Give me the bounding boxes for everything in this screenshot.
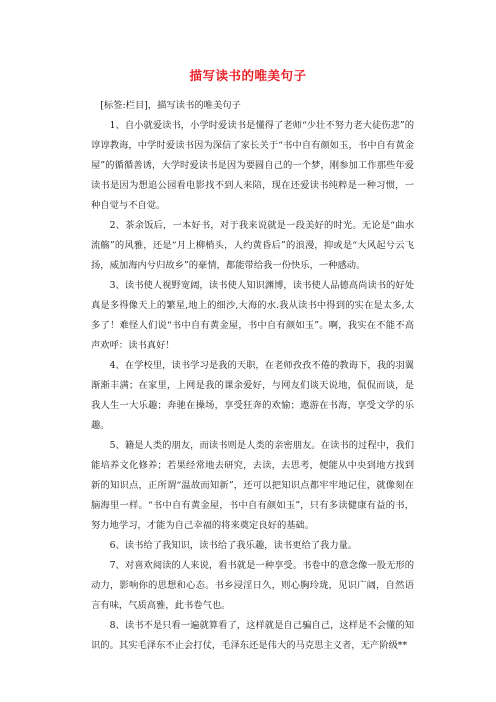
- document-title: 描写读书的唯美句子: [189, 68, 307, 83]
- paragraph-8: 8、读书不是只看一遍就算看了，这样就是自己骗自己，这样是不会懂的知识的。其实毛泽东不止会打仗，毛泽东还是伟大的马克思主义者，无产阶级**: [91, 620, 414, 651]
- tag-line: [标签:栏目]，描写读书的唯美句子: [100, 100, 241, 111]
- paragraph-5: 5、籍是人类的朋友，而读书则是人类的亲密朋友。在读书的过程中，我们能培养文化修养；若果经常地去研究，去读，去思考，便能从中央到地方找到新的知识点，正所谓“温故而知新”，还可以把知识点都牢牢地记住，就像刻在脑海里一样。“书中自有黄金屋，书中自有颜如玉”，只有多读健康有益的书，努力地学习，才能为自己幸福的将来奠定良好的基础。: [91, 440, 414, 531]
- document-body: [91, 96, 414, 656]
- paragraph-1: 1、自小就爱读书，小学时爱读书是懂得了老师“少壮不努力老大徒伤悲”的谆谆教诲，中学时爱读书因为深信了家长关于“书中自有颜如玉，书中自有黄金屋”的循循善诱，大学时爱读书是因为要圆自己的一个梦，刚参加工作那些年爱读书是因为想追公园看电影找不到人来陪，现在还爱读书纯粹是一种习惯，一种自觉与不自觉。: [91, 120, 414, 211]
- paragraph-7: 7、对喜欢阅读的人来说，看书就是一种享受。书卷中的意念像一股无形的动力，影响你的思想和心态。书乡浸淫日久，则心胸玲珑，见识广阔，自然语言有味，气质高雅，此书卷气也。: [91, 560, 414, 611]
- paragraph-2: 2、茶余饭后，一本好书，对于我来说就是一段美好的时光。无论是“曲水流觞”的风雅，还是“月上柳梢头，人约黄昏后”的浪漫，抑或是“大风起兮云飞扬，威加海内兮归故乡”的豪情，都能带给我一份快乐，一种感动。: [91, 220, 414, 271]
- paragraph-4: 4、在学校里，读书学习是我的天职，在老师孜孜不倦的教诲下，我的羽翼渐渐丰满；在家里，上网是我的课余爱好，与网友们谈天说地，侃侃而谈，是我人生一大乐趣；奔驰在操场，享受狂奔的欢愉；遨游在书海，享受文学的乐趣。: [91, 360, 414, 431]
- paragraph-6: 6、读书给了我知识，读书给了我乐趣，读书更给了我力量。: [109, 540, 358, 551]
- paragraph-3: 3、读书使人视野宽阔，读书使人知识渊博，读书使人品德高尚读书的好处真是多得像天上的繁星,地上的细沙,大海的水.我从读书中得到的实在是太多,太多了！难怪人们说“书中自有黄金屋，书中自有颜如玉”。啊，我实在不能不高声欢呼：读书真好！: [91, 280, 414, 351]
